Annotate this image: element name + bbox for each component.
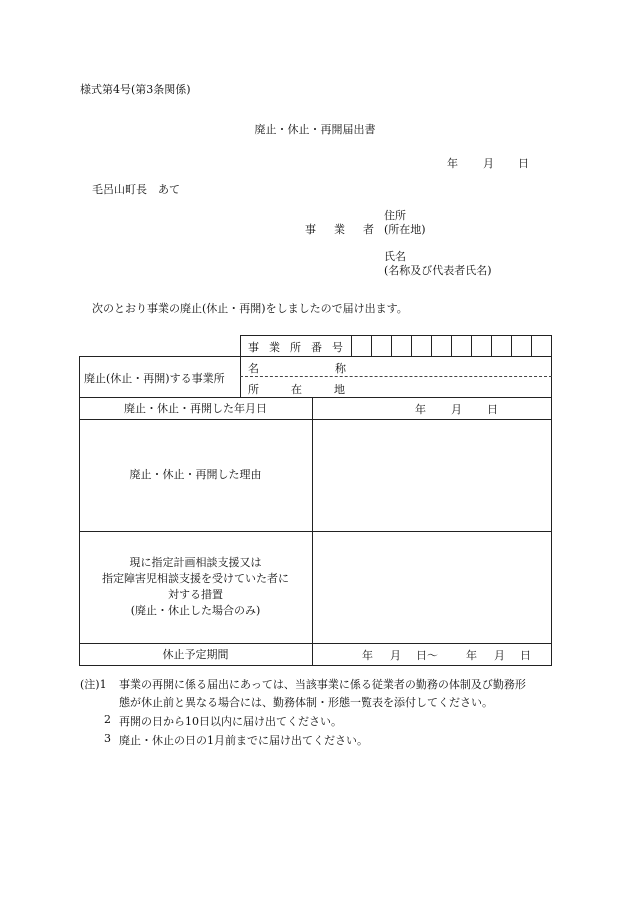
name-label: 氏名 [384, 250, 406, 263]
office-row-label: 廃止(休止・再開)する事業所 [84, 372, 225, 385]
date-day-label: 日 [518, 157, 529, 170]
name-sub-label: (名称及び代表者氏名) [384, 264, 492, 277]
address-label: 住所 [384, 209, 406, 222]
applicant-label [305, 221, 374, 237]
applicant-char: 業 [334, 223, 345, 236]
form-number: 様式第4号(第3条関係) [80, 83, 191, 96]
date-row-month: 月 [451, 403, 462, 416]
office-name-label: 名 称 [248, 362, 346, 375]
address-sub-label: (所在地) [384, 223, 426, 236]
suspension-to-day: 日 [520, 649, 531, 662]
suspension-from-year: 年 [362, 649, 373, 662]
measures-line: 指定障害児相談支援を受けていた者に [102, 572, 289, 585]
date-month-label: 月 [483, 157, 494, 170]
reason-label: 廃止・休止・再開した理由 [129, 468, 262, 481]
date-row-year: 年 [415, 403, 426, 416]
note-3-number: 3 [104, 732, 111, 745]
date-row-label: 廃止・休止・再開した年月日 [124, 402, 267, 415]
suspension-to-year: 年 [466, 649, 477, 662]
measures-line: (廃止・休止した場合のみ) [130, 604, 261, 617]
date-year-label: 年 [447, 157, 458, 170]
note-prefix: (注)1 [80, 678, 107, 691]
intro-text: 次のとおり事業の廃止(休止・再開)をしましたので届け出ます。 [92, 302, 408, 315]
note-3: 廃止・休止の日の1月前までに届け出てください。 [119, 734, 368, 747]
note-2: 再開の日から10日以内に届け出てください。 [119, 715, 342, 728]
applicant-char: 事 [305, 223, 316, 236]
measures-line: 現に指定計画相談支援又は [129, 556, 262, 569]
suspension-from-day: 日〜 [416, 649, 438, 662]
office-location-label: 所 在 地 [248, 383, 345, 396]
addressee: 毛呂山町長 あて [92, 183, 180, 196]
note-1-line-2: 態が休止前と異なる場合には、勤務体制・形態一覧表を添付してください。 [119, 696, 493, 709]
suspension-label: 休止予定期間 [162, 648, 229, 661]
office-number-label: 事 業 所 番 号 [248, 341, 343, 354]
applicant-char: 者 [363, 223, 374, 236]
note-2-number: 2 [104, 713, 111, 726]
measures-line: 対する措置 [168, 588, 223, 601]
date-row-day: 日 [487, 403, 498, 416]
suspension-from-month: 月 [390, 649, 401, 662]
suspension-to-month: 月 [494, 649, 505, 662]
note-1-line-1: 事業の再開に係る届出にあっては、当該事業に係る従業者の勤務の体制及び勤務形 [119, 678, 526, 691]
document-title: 廃止・休止・再開届出書 [254, 123, 376, 136]
